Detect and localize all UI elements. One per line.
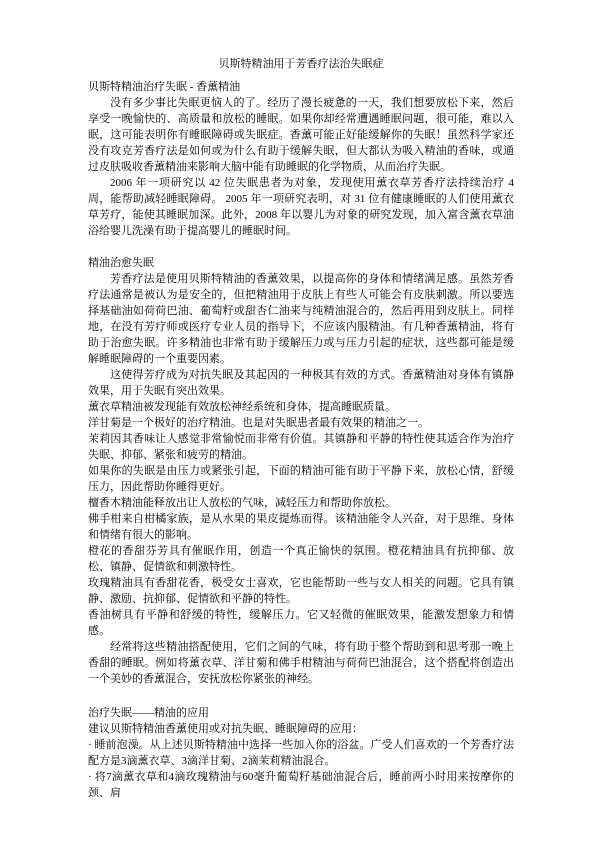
paragraph: 茉莉因其香味让人感觉非常愉悦而非常有价值。其镇静和平静的特性使其适合作为治疗失眠、抑郁、紧张和疲劳的精油。 bbox=[88, 433, 514, 461]
paragraph: 薰衣草精油被发现能有效放松神经系统和身体，提高睡眠质量。 bbox=[88, 401, 396, 413]
paragraph: 橙花的香甜芬芳具有催眠作用，创造一个真正愉快的氛围。橙花精油具有抗抑郁、放松、镇静、促情欲和刺激特性。 bbox=[88, 545, 514, 573]
paragraph: 这使得芳疗成为对抗失眠及其起因的一种极其有效的方式。香薰精油对身体有镇静效果，用于失眠有突出效果。 bbox=[88, 369, 514, 397]
paragraph: 2006 年一项研究以 42 位失眠患者为对象，发现使用薰衣草芳香疗法持续治疗 4 周，能帮助减轻睡眠障碍。 2005 年一项研究表明，对 31 位有健康睡眠的人们使用薰衣草芳疗，能使其睡眠加深。此外，2008 年以婴儿为对象的研究发现，加入富含薰衣草油浴给婴儿洗澡有助于提高婴儿的睡眠时间。 bbox=[88, 177, 514, 237]
list-item: · 将7滴薰衣草和4滴玫瑰精油与60毫升葡萄籽基础油混合后，睡前两小时用来按摩你的颈、肩 bbox=[88, 771, 514, 799]
paragraph: 如果你的失眠是由压力或紧张引起，下面的精油可能有助于平静下来，放松心情，舒缓压力，因此帮助你睡得更好。 bbox=[88, 465, 514, 493]
paragraph: 经常将这些精油搭配使用，它们之间的气味，将有助于整个帮助到和思考那一晚上香甜的睡眠。例如将薰衣草、洋甘菊和佛手柑精油与荷荷巴油混合，这个搭配将创造出一个美妙的香薰混合，安抚放松你紧张的神经。 bbox=[88, 641, 514, 685]
paragraph: 洋甘菊是一个极好的治疗精油。也是对失眠患者最有效果的精油之一。 bbox=[88, 417, 429, 429]
paragraph: 檀香木精油能释放出让人放松的气味，减轻压力和帮助你放松。 bbox=[88, 497, 396, 509]
section-heading: 贝斯特精油治疗失眠 - 香薰精油 bbox=[88, 81, 241, 93]
paragraph: 佛手柑来自柑橘家族，是从水果的果皮提炼而得。该精油能令人兴奋，对于思维、身体和情绪有很大的影响。 bbox=[88, 513, 514, 541]
paragraph: 香油树具有平静和舒缓的特性，缓解压力。它又轻微的催眠效果，能激发想象力和情感。 bbox=[88, 609, 514, 637]
paragraph: 芳香疗法是使用贝斯特精油的香薰效果，以提高你的身体和情绪满足感。虽然芳香疗法通常是被认为是安全的，但把精油用于皮肤上有些人可能会有皮肤刺激。所以要选择基础油如荷荷巴油、葡萄籽或甜杏仁油来与纯精油混合的，然后再用到皮肤上。同样地，在没有芳疗师或医疗专业人员的指导下，不应该内服精油。有几种香薰精油，将有助于治愈失眠。许多精油也非常有助于缓解压力或与压力引起的症状，这些都可能是缓解睡眠障碍的一个重要因素。 bbox=[88, 273, 514, 365]
paragraph: 玫瑰精油具有香甜花香，极受女士喜欢，它也能帮助一些与女人相关的问题。它具有镇静、激励、抗抑郁、促情欲和平静的特性。 bbox=[88, 577, 514, 605]
document-title: 贝斯特精油用于芳香疗法治失眠症 bbox=[218, 58, 384, 70]
paragraph: 没有多少事比失眠更恼人的了。经历了漫长疲惫的一天，我们想要放松下来，然后享受一晚愉快的、高质量和放松的睡眠。如果你却经常遭遇睡眠问题，很可能，难以入眠，这可能表明你有睡眠障碍或失眠症。香薰可能正好能缓解你的失眠！虽然科学家还没有攻克芳香疗法是如何或为什么有助于缓解失眠，但大都认为吸入精油的香味，或通过皮肤吸收香薰精油来影响大脑中能有助睡眠的化学物质，从而治疗失眠。 bbox=[88, 97, 514, 173]
list-item: · 睡前泡澡。从上述贝斯特精油中选择一些加入你的浴盆。广受人们喜欢的一个芳香疗法配方是3滴薰衣草、3滴洋甘菊、2滴茉莉精油混合。 bbox=[88, 739, 514, 767]
paragraph: 建议贝斯特精油香薰使用或对抗失眠、睡眠障碍的应用： bbox=[88, 723, 363, 735]
section-heading: 治疗失眠——精油的应用 bbox=[88, 707, 209, 719]
section-heading: 精油治愈失眠 bbox=[88, 257, 154, 269]
